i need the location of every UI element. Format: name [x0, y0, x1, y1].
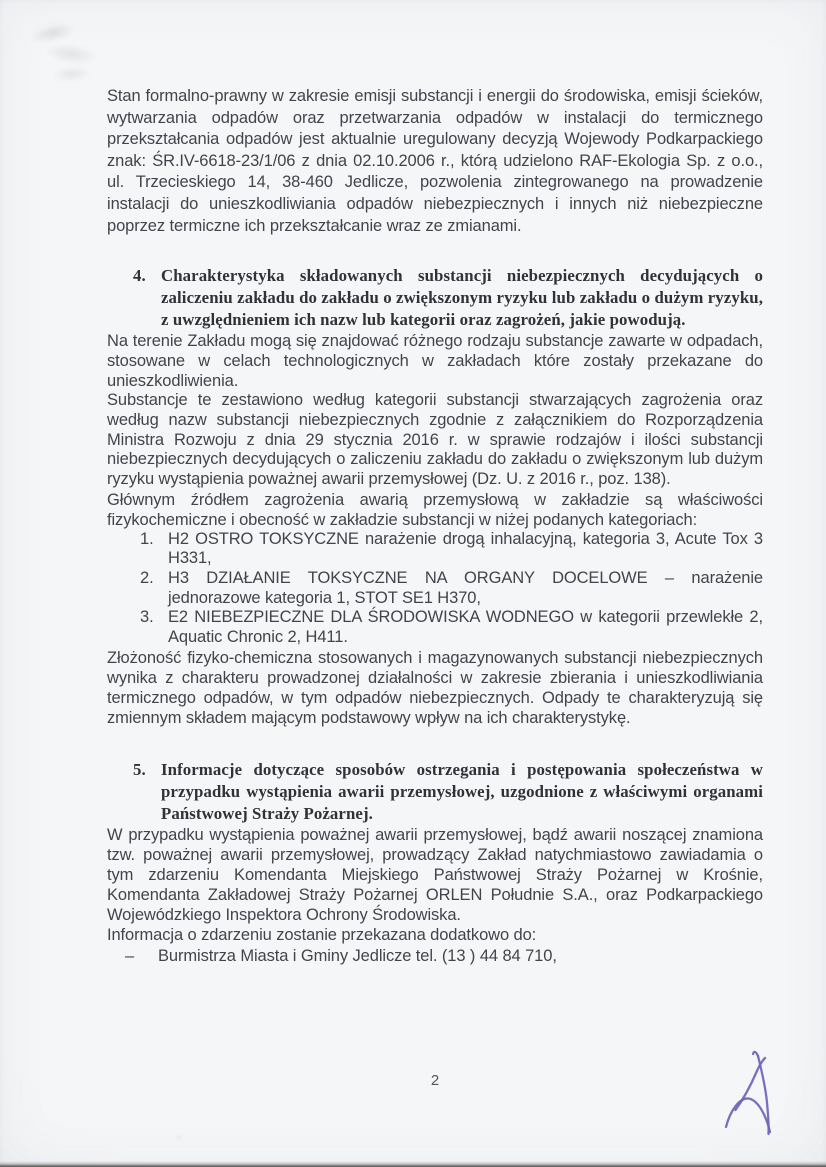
- item-text: H2 OSTRO TOKSYCZNE narażenie drogą inhalacyjną, kategoria 3, Acute Tox 3 H331,: [168, 529, 763, 568]
- page-number: 2: [430, 1072, 440, 1089]
- handwritten-signature: [712, 1038, 816, 1160]
- notification-recipient-list: [125, 946, 763, 967]
- paragraph-substances-on-site: Na terenie Zakładu mogą się znajdować różnego rodzaju substancje zawarte w odpadach, stosowane w celach technologicznych w zakładach które zostały przekazane do unieszkodliwienia.: [107, 332, 763, 391]
- scan-bottom-edge: [0, 1161, 826, 1167]
- paragraph-main-hazard-source: Głównym źródłem zagrożenia awarią przemysłową w zakładzie są właściwości fizykochemiczne i obecność w zakładzie substancji w niżej podanych kategoriach:: [107, 490, 763, 529]
- scan-smudge: [29, 19, 78, 46]
- document-body: [107, 0, 763, 967]
- section-number: 4.: [133, 266, 146, 286]
- paragraph-formal-legal-status: Stan formalno-prawny w zakresie emisji substancji i energii do środowiska, emisji ścieków, wytwarzania odpadów oraz przetwarzania odpadów w instalacji do termicznego przekształcania odpadów jest aktualnie uregulowany decyzją Wojewody Podkarpackiego znak: ŚR.IV-6618-23/1/06 z dnia 02.10.2006 r., którą udzielono RAF-Ekologia Sp. z o.o., ul. Trzecieskiego 14, 38-460 Jedlicze, pozwolenia zintegrowanego na prowadzenie instalacji do unieszkodliwiania odpadów niebezpiecznych i innych niż niebezpieczne poprzez termiczne ich przekształcanie wraz ze zmianami.: [107, 87, 763, 235]
- paragraph-emergency-notification: W przypadku wystąpienia poważnej awarii przemysłowej, bądź awarii noszącej znamiona tzw. poważnej awarii przemysłowej, prowadzący Zakład natychmiastowo zawiadamia o tym zdarzeniu Komendanta Miejskiego Państwowej Straży Pożarnej w Krośnie, Komendanta Zakładowej Straży Pożarnej ORLEN Południe S.A., oraz Podkarpackiego Wojewódzkiego Inspektora Ochrony Środowiska.: [107, 825, 763, 924]
- item-number: 3.: [140, 608, 154, 627]
- item-text: Burmistrza Miasta i Gminy Jedlicze tel. (13 ) 44 84 710,: [158, 947, 557, 966]
- item-number: 1.: [140, 529, 154, 548]
- notify-list-item: [125, 946, 763, 967]
- section-heading-4: [133, 265, 763, 331]
- section-title: Informacje dotyczące sposobów ostrzegania i postępowania społeczeństwa w przypadku wystąpienia awarii przemysłowej, uzgodnione z właściwymi organami Państwowej Straży Pożarnej.: [161, 759, 763, 823]
- hazard-category-list: [140, 530, 763, 648]
- item-number: 2.: [140, 569, 154, 588]
- hazard-list-item: [140, 608, 763, 647]
- paragraph-substances-classification: Substancje te zestawiono według kategorii substancji stwarzających zagrożenia oraz według nazw substancji niebezpiecznych zgodnie z załącznikiem do Rozporządzenia Ministra Rozwoju z dnia 29 stycznia 2016 r. w sprawie rodzajów i ilości substancji niebezpiecznych decydujących o zaliczeniu zakładu do zakładu o zwiększonym lub dużym ryzyku wystąpienia poważnej awarii przemysłowej (Dz. U. z 2016 r., poz. 138).: [107, 391, 763, 488]
- section-title: Charakterystyka składowanych substancji niebezpiecznych decydujących o zaliczeniu zakładu do zakładu o zwiększonym ryzyku lub zakładu o dużym ryzyku, z uwzględnieniem ich nazw lub kategorii oraz zagrożeń, jakie powodują.: [161, 266, 763, 330]
- hazard-list-item: [140, 530, 763, 569]
- scan-smudge: [43, 40, 99, 67]
- item-text: H3 DZIAŁANIE TOKSYCZNE NA ORGANY DOCELOWE – narażenie jednorazowe kategoria 1, STOT SE1 H370,: [168, 569, 763, 607]
- hazard-list-item: [140, 569, 763, 608]
- paragraph-additional-notification-intro: Informacja o zdarzeniu zostanie przekazana dodatkowo do:: [107, 925, 537, 944]
- dash-bullet: –: [125, 947, 135, 966]
- section-heading-5: [133, 759, 763, 825]
- scan-smudge: [51, 64, 92, 84]
- paragraph-complexity: Złożoność fizyko-chemiczna stosowanych i magazynowanych substancji niebezpiecznych wynika z charakteru prowadzonej działalności w zakresie zbierania i unieszkodliwiania termicznego odpadów, w tym odpadów niebezpiecznych. Odpady te charakteryzują się zmiennym składem mającym podstawowy wpływ na ich charakterystykę.: [107, 648, 763, 727]
- section-number: 5.: [133, 759, 146, 779]
- scan-smudge: [174, 1134, 184, 1140]
- item-text: E2 NIEBEZPIECZNE DLA ŚRODOWISKA WODNEGO w kategorii przewlekłe 2, Aquatic Chronic 2, H411.: [168, 608, 763, 647]
